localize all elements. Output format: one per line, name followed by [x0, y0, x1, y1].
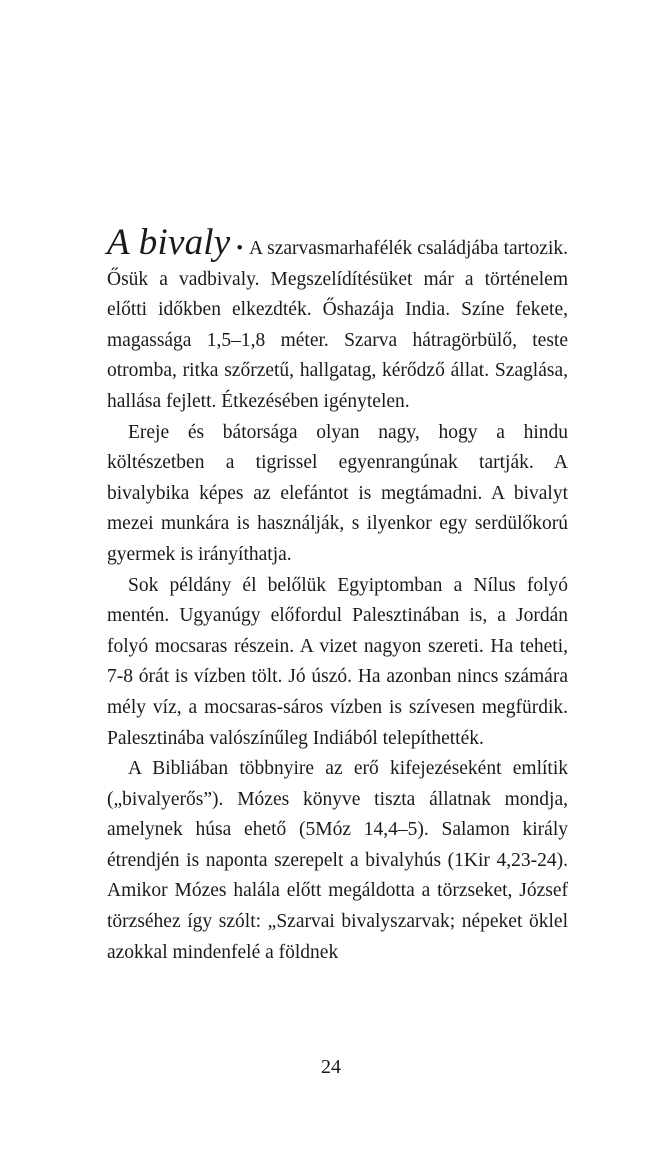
paragraph-3: Sok példány él belőlük Egyiptomban a Nílus folyó mentén. Ugyanúgy előfordul Palesztinában is, a Jordán folyó mocsaras részein. A vizet nagyon szereti. Ha teheti, 7-8 órát is vízben tölt. Jó úszó. Ha azonban nincs számára mély víz, a mocsaras-sáros vízben is szívesen megfürdik. Palesztinába valószínűleg Indiából telepíthették. — [107, 574, 568, 749]
page-body — [107, 222, 568, 968]
entry-title: A bivaly — [107, 222, 231, 263]
paragraph-1 — [107, 222, 568, 418]
bullet-separator: • — [236, 238, 244, 259]
page-number: 24 — [321, 1056, 341, 1078]
paragraph-4: A Bibliában többnyire az erő kifejezéseként említik („bivalyerős”). Mózes könyve tiszta állatnak mondja, amelynek húsa ehető (5Móz 14,4–5). Salamon király étrendjén is naponta szerepelt a bivalyhús (1Kir 4,23-24). Amikor Mózes halála előtt megáldotta a törzseket, József törzséhez így szólt: „Szarvai bivalyszarvak; népeket öklel azokkal mindenfelé a földnek — [107, 758, 568, 963]
paragraph-2: Ereje és bátorsága olyan nagy, hogy a hindu költészetben a tigrissel egyenrangúnak tartják. A bivalybika képes az elefántot is megtámadni. A bivalyt mezei munkára is használják, s ilyenkor egy serdülőkorú gyermek is irányíthatja. — [107, 421, 568, 565]
paragraph-text: A szarvasmarhafélék családjába tartozik. Ősük a vadbivaly. Megszelídítésüket már a történelem előtti időkben elkezdték. Őshazája India. Színe fekete, magassága 1,5–1,8 méter. Szarva hátragörbülő, teste otromba, ritka szőrzetű, hallgatag, kérődző állat. Szaglása, hallása fejlett. Étkezésében igénytelen. — [107, 238, 568, 412]
